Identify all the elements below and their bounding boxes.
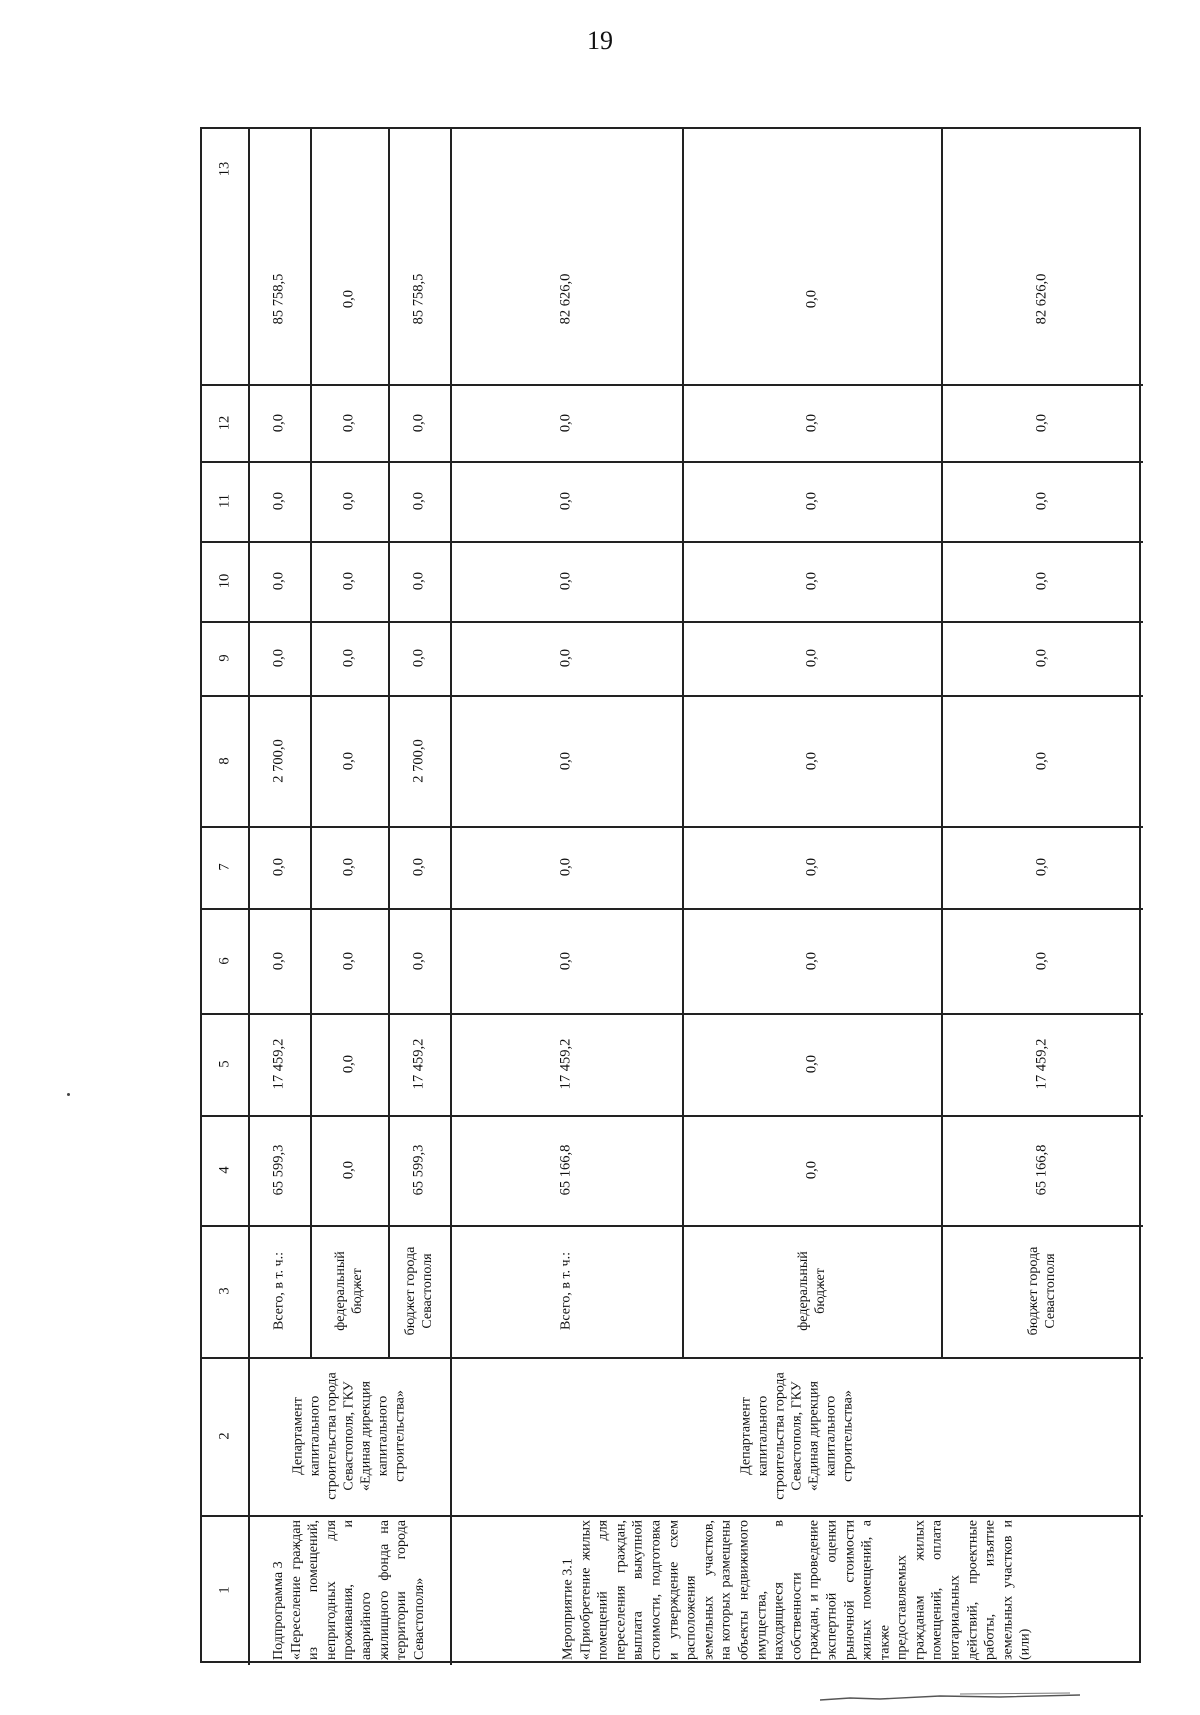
funding-source-label: бюджет города Севастополя (1026, 1246, 1058, 1336)
amount-col-6: 0,0 (557, 951, 574, 970)
header-divider (248, 129, 250, 1665)
funding-source-label: Всего, в т. ч.: (271, 1252, 287, 1330)
amount-col-5: 17 459,2 (410, 1038, 427, 1090)
amount-col-12: 0,0 (803, 413, 819, 432)
amount-col-10: 0,0 (557, 571, 574, 591)
amount-col-9: 0,0 (803, 648, 819, 668)
amount-col-6: 0,0 (803, 951, 819, 970)
amount-col-11: 0,0 (270, 491, 287, 511)
subrow-rule-r2-1 (682, 129, 684, 1357)
column-rule-11 (202, 461, 1143, 463)
column-number-11: 11 (216, 494, 233, 508)
column-number-8: 8 (216, 756, 233, 765)
amount-col-10: 0,0 (803, 571, 819, 591)
amount-col-8: 2 700,0 (410, 738, 427, 783)
amount-col-7: 0,0 (270, 857, 287, 877)
amount-col-7: 0,0 (1033, 857, 1050, 877)
measure-name: Мероприятие 3.1 «Приобретение жилых помещений для переселения граждан, выплата выкупной стоимости, подготовка и утверждение схем расположения земельных участков, на которых размещены объекты недвижимого имущества, находящиеся в собственности граждан, и проведение экспертной оценки рыночной стоимости жилых помещений, а также предоставляемых гражданам жилых помещений, оплата нотариальных действий, проектные работы, изъятие земельных участков и (или) (559, 1520, 1033, 1660)
column-rule-8 (202, 695, 1143, 697)
amount-col-7: 0,0 (340, 857, 357, 877)
amount-col-6: 0,0 (410, 951, 427, 970)
amount-col-4: 65 166,8 (557, 1144, 574, 1196)
column-number-3: 3 (216, 1287, 233, 1295)
amount-col-10: 0,0 (270, 571, 287, 591)
amount-col-9: 0,0 (1033, 648, 1050, 668)
column-rule-4 (202, 1115, 1143, 1117)
amount-col-4: 0,0 (340, 1160, 357, 1180)
row-divider (450, 129, 452, 1665)
column-number-12: 12 (216, 415, 233, 430)
scan-edge-artifact (820, 1690, 1080, 1702)
amount-col-4: 0,0 (803, 1160, 819, 1180)
column-rule-10 (202, 541, 1143, 543)
amount-col-12: 0,0 (410, 413, 427, 432)
amount-col-8: 0,0 (803, 751, 819, 770)
amount-col-6: 0,0 (1033, 951, 1050, 970)
page-number: 19 (587, 26, 613, 55)
column-number-10: 10 (216, 573, 233, 589)
responsible-executor: Департамент капитального строительства города Севастополя, ГКУ «Единая дирекция капитального строительства» (290, 1372, 408, 1500)
amount-col-8: 0,0 (557, 751, 574, 770)
amount-col-13: 0,0 (803, 289, 819, 308)
amount-col-8: 0,0 (340, 751, 357, 770)
subprogram-name: Подпрограмма 3 «Переселение граждан из помещений, непригодных для проживания, и аварийного жилищного фонда на территории города Севастополя» (270, 1520, 427, 1660)
amount-col-5: 17 459,2 (270, 1038, 287, 1090)
amount-col-5: 17 459,2 (1033, 1038, 1050, 1090)
amount-col-9: 0,0 (270, 648, 287, 668)
column-rule-9 (202, 621, 1143, 623)
column-rule-6 (202, 908, 1143, 910)
amount-col-4: 65 599,3 (410, 1144, 427, 1196)
budget-table (200, 127, 1141, 1663)
subrow-rule-r1-1 (310, 129, 312, 1357)
amount-col-9: 0,0 (410, 648, 427, 668)
funding-source-label: бюджет города Севастополя (403, 1246, 435, 1336)
amount-col-4: 65 599,3 (270, 1144, 287, 1196)
amount-col-6: 0,0 (340, 951, 357, 970)
amount-col-12: 0,0 (1033, 413, 1050, 432)
amount-col-13: 82 626,0 (1033, 273, 1050, 324)
amount-col-12: 0,0 (270, 413, 287, 432)
amount-col-13: 85 758,5 (410, 273, 427, 324)
amount-col-7: 0,0 (410, 857, 427, 877)
amount-col-10: 0,0 (410, 571, 427, 591)
column-rule-2 (202, 1357, 1143, 1359)
amount-col-8: 2 700,0 (270, 738, 287, 783)
scan-speck (67, 1093, 70, 1096)
column-number-6: 6 (216, 956, 233, 965)
funding-source-label: федеральный бюджет (333, 1251, 365, 1331)
column-number-5: 5 (216, 1060, 233, 1068)
amount-col-7: 0,0 (803, 857, 819, 877)
column-number-1: 1 (216, 1586, 233, 1594)
column-number-7: 7 (216, 863, 233, 871)
column-number-4: 4 (216, 1166, 233, 1174)
column-rule-12 (202, 384, 1143, 386)
column-number-2: 2 (216, 1432, 233, 1440)
amount-col-12: 0,0 (340, 413, 357, 432)
amount-col-5: 0,0 (340, 1054, 357, 1074)
amount-col-10: 0,0 (1033, 571, 1050, 591)
amount-col-8: 0,0 (1033, 751, 1050, 770)
amount-col-12: 0,0 (557, 413, 574, 432)
subrow-rule-r2-2 (941, 129, 943, 1357)
amount-col-10: 0,0 (340, 571, 357, 591)
column-rule-7 (202, 826, 1143, 828)
amount-col-5: 0,0 (803, 1054, 819, 1074)
amount-col-6: 0,0 (270, 951, 287, 970)
amount-col-7: 0,0 (557, 857, 574, 877)
funding-source-label: федеральный бюджет (795, 1251, 828, 1331)
column-rule-1 (202, 1515, 1143, 1517)
amount-col-11: 0,0 (803, 491, 819, 511)
column-rule-3 (202, 1225, 1143, 1227)
amount-col-11: 0,0 (410, 491, 427, 511)
amount-col-13: 85 758,5 (270, 273, 287, 324)
amount-col-13: 82 626,0 (557, 273, 574, 324)
amount-col-13: 0,0 (340, 289, 357, 308)
amount-col-11: 0,0 (557, 491, 574, 511)
column-number-13: 13 (216, 161, 233, 177)
amount-col-11: 0,0 (340, 491, 357, 511)
funding-source-label: Всего, в т. ч.: (558, 1252, 574, 1330)
responsible-executor: Департамент капитального строительства города Севастополя, ГКУ «Единая дирекция капитального строительства» (738, 1372, 855, 1500)
amount-col-5: 17 459,2 (557, 1038, 574, 1090)
amount-col-11: 0,0 (1033, 491, 1050, 511)
amount-col-4: 65 166,8 (1033, 1144, 1050, 1196)
amount-col-9: 0,0 (340, 648, 357, 668)
amount-col-9: 0,0 (557, 648, 574, 668)
column-rule-5 (202, 1013, 1143, 1015)
subrow-rule-r1-2 (388, 129, 390, 1357)
column-number-9: 9 (216, 654, 233, 662)
